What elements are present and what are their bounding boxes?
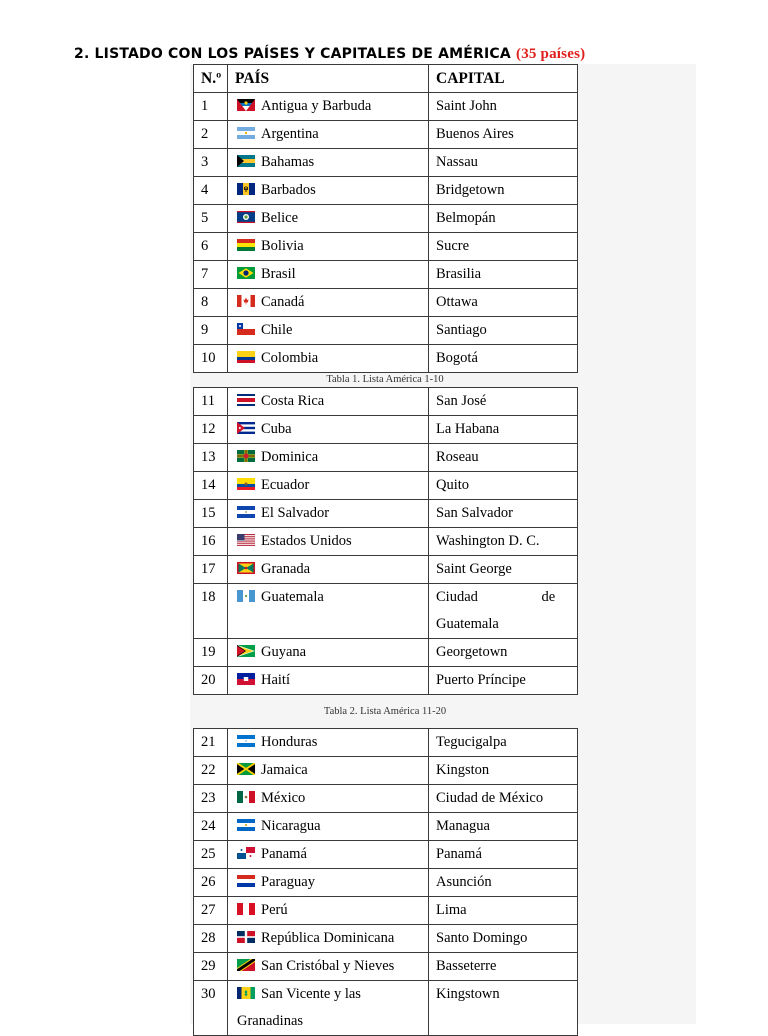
- capital-cell: Washington D. C.: [429, 528, 578, 556]
- heading-text: 2. LISTADO CON LOS PAÍSES Y CAPITALES DE AMÉRICA: [74, 46, 511, 62]
- row-number: 11: [194, 388, 228, 416]
- row-number: 28: [194, 925, 228, 953]
- country-cell: [228, 785, 429, 813]
- panama-flag-icon: [237, 847, 255, 859]
- capital-cell: Ciudad de México: [429, 785, 578, 813]
- row-number: 20: [194, 667, 228, 695]
- capital-cell: Kingstown: [429, 981, 578, 1036]
- capital-cell: Managua: [429, 813, 578, 841]
- capital-cell: Roseau: [429, 444, 578, 472]
- country-name: Barbados: [261, 182, 316, 198]
- row-number: 13: [194, 444, 228, 472]
- argentina-flag-icon: [237, 127, 255, 139]
- table-row: [194, 897, 578, 925]
- table-body: [194, 729, 578, 1036]
- row-number: 7: [194, 261, 228, 289]
- row-number: 4: [194, 177, 228, 205]
- country-name: Estados Unidos: [261, 533, 352, 549]
- cuba-flag-icon: [237, 422, 255, 434]
- capital-cell: La Habana: [429, 416, 578, 444]
- country-name: El Salvador: [261, 505, 330, 521]
- capital-cell: Georgetown: [429, 639, 578, 667]
- country-cell: [228, 757, 429, 785]
- country-cell: [228, 528, 429, 556]
- capital-cell: Asunción: [429, 869, 578, 897]
- country-name: Argentina: [261, 126, 319, 142]
- capital-cell: Buenos Aires: [429, 121, 578, 149]
- usa-flag-icon: [237, 534, 255, 546]
- row-number: 8: [194, 289, 228, 317]
- capital-cell: Kingston: [429, 757, 578, 785]
- country-name: Panamá: [261, 846, 307, 862]
- capital-cell: Santo Domingo: [429, 925, 578, 953]
- capital-cell: Puerto Príncipe: [429, 667, 578, 695]
- ecuador-flag-icon: [237, 478, 255, 490]
- country-name: Jamaica: [261, 762, 308, 778]
- country-name: Perú: [261, 902, 288, 918]
- country-cell: [228, 813, 429, 841]
- country-cell: [228, 841, 429, 869]
- row-number: 14: [194, 472, 228, 500]
- country-cell: [228, 729, 429, 757]
- row-number: 18: [194, 584, 228, 639]
- row-number: 16: [194, 528, 228, 556]
- bahamas-flag-icon: [237, 155, 255, 167]
- jamaica-flag-icon: [237, 763, 255, 775]
- country-name: Bahamas: [261, 154, 315, 170]
- table-row: [194, 444, 578, 472]
- table-row: [194, 388, 578, 416]
- country-cell: [228, 388, 429, 416]
- country-name: Guatemala: [261, 589, 324, 605]
- row-number: 1: [194, 93, 228, 121]
- table-america-1-10: [193, 64, 578, 373]
- country-name: San Vicente y las Granadinas: [237, 986, 361, 1029]
- country-name: Canadá: [261, 294, 305, 310]
- brazil-flag-icon: [237, 267, 255, 279]
- table-row: [194, 556, 578, 584]
- header-country: PAÍS: [228, 65, 429, 93]
- row-number: 3: [194, 149, 228, 177]
- guatemala-flag-icon: [237, 590, 255, 602]
- table-row: [194, 757, 578, 785]
- row-number: 25: [194, 841, 228, 869]
- capital-cell: Belmopán: [429, 205, 578, 233]
- country-cell: [228, 897, 429, 925]
- country-cell: [228, 289, 429, 317]
- capital-cell: Santiago: [429, 317, 578, 345]
- country-name: Paraguay: [261, 874, 315, 890]
- capital-cell: Nassau: [429, 149, 578, 177]
- table-row: [194, 233, 578, 261]
- table-caption-1: Tabla 1. Lista América 1-10: [326, 374, 444, 385]
- row-number: 24: [194, 813, 228, 841]
- row-number: 6: [194, 233, 228, 261]
- country-name: Nicaragua: [261, 818, 321, 834]
- capital-cell: Brasilia: [429, 261, 578, 289]
- table-row: [194, 841, 578, 869]
- row-number: 23: [194, 785, 228, 813]
- peru-flag-icon: [237, 903, 255, 915]
- country-cell: [228, 981, 429, 1036]
- honduras-flag-icon: [237, 735, 255, 747]
- capital-cell: Quito: [429, 472, 578, 500]
- table-row: [194, 317, 578, 345]
- row-number: 5: [194, 205, 228, 233]
- table-row: [194, 528, 578, 556]
- paraguay-flag-icon: [237, 875, 255, 887]
- country-count: (35 países): [516, 46, 586, 62]
- country-name: Antigua y Barbuda: [261, 98, 372, 114]
- country-cell: [228, 667, 429, 695]
- country-cell: [228, 500, 429, 528]
- table-row: [194, 149, 578, 177]
- row-number: 15: [194, 500, 228, 528]
- belize-flag-icon: [237, 211, 255, 223]
- row-number: 29: [194, 953, 228, 981]
- dominican-republic-flag-icon: [237, 931, 255, 943]
- mexico-flag-icon: [237, 791, 255, 803]
- table-header-row: [194, 65, 578, 93]
- colombia-flag-icon: [237, 351, 255, 363]
- country-cell: [228, 472, 429, 500]
- nicaragua-flag-icon: [237, 819, 255, 831]
- canada-flag-icon: [237, 295, 255, 307]
- capital-cell: Saint John: [429, 93, 578, 121]
- country-name: Costa Rica: [261, 393, 325, 409]
- dominica-flag-icon: [237, 450, 255, 462]
- table-body: [194, 93, 578, 373]
- country-name: San Cristóbal y Nieves: [261, 958, 395, 974]
- country-name: Brasil: [261, 266, 296, 282]
- country-cell: [228, 639, 429, 667]
- table-america-11-20: [193, 387, 578, 695]
- capital-cell: San Salvador: [429, 500, 578, 528]
- guyana-flag-icon: [237, 645, 255, 657]
- row-number: 19: [194, 639, 228, 667]
- row-number: 12: [194, 416, 228, 444]
- table-row: [194, 472, 578, 500]
- bolivia-flag-icon: [237, 239, 255, 251]
- table-row: [194, 925, 578, 953]
- capital-cell: Ottawa: [429, 289, 578, 317]
- table-row: [194, 261, 578, 289]
- chile-flag-icon: [237, 323, 255, 335]
- capital-cell: Tegucigalpa: [429, 729, 578, 757]
- country-name: Cuba: [261, 421, 292, 437]
- table-row: [194, 729, 578, 757]
- el-salvador-flag-icon: [237, 506, 255, 518]
- country-cell: [228, 869, 429, 897]
- row-number: 27: [194, 897, 228, 925]
- table-row: [194, 639, 578, 667]
- country-cell: [228, 93, 429, 121]
- country-cell: [228, 177, 429, 205]
- country-name: Chile: [261, 322, 293, 338]
- country-name: Guyana: [261, 644, 307, 660]
- table-row: [194, 584, 578, 639]
- country-cell: [228, 556, 429, 584]
- haiti-flag-icon: [237, 673, 255, 685]
- table-row: [194, 345, 578, 373]
- country-name: Colombia: [261, 350, 319, 366]
- country-name: Haití: [261, 672, 290, 688]
- country-cell: [228, 925, 429, 953]
- row-number: 30: [194, 981, 228, 1036]
- header-number: N.º: [194, 65, 228, 93]
- saint-kitts-flag-icon: [237, 959, 255, 971]
- row-number: 21: [194, 729, 228, 757]
- country-name: Granada: [261, 561, 311, 577]
- table-row: [194, 869, 578, 897]
- costa-rica-flag-icon: [237, 394, 255, 406]
- row-number: 22: [194, 757, 228, 785]
- table-row: [194, 785, 578, 813]
- table-row: [194, 953, 578, 981]
- capital-cell: Basseterre: [429, 953, 578, 981]
- country-cell: [228, 121, 429, 149]
- row-number: 26: [194, 869, 228, 897]
- country-cell: [228, 345, 429, 373]
- row-number: 17: [194, 556, 228, 584]
- country-name: Ecuador: [261, 477, 310, 493]
- country-cell: [228, 233, 429, 261]
- antigua-flag-icon: [237, 99, 255, 111]
- country-name: Bolivia: [261, 238, 304, 254]
- section-heading: [74, 44, 585, 64]
- row-number: 10: [194, 345, 228, 373]
- country-cell: [228, 416, 429, 444]
- header-capital: CAPITAL: [429, 65, 578, 93]
- country-cell: [228, 953, 429, 981]
- country-name: México: [261, 790, 306, 806]
- table-row: [194, 205, 578, 233]
- capital-cell: Lima: [429, 897, 578, 925]
- country-name: Honduras: [261, 734, 318, 750]
- capital-cell: Sucre: [429, 233, 578, 261]
- capital-cell: Bogotá: [429, 345, 578, 373]
- country-cell: [228, 149, 429, 177]
- country-cell: [228, 317, 429, 345]
- table-caption-2: Tabla 2. Lista América 11-20: [323, 706, 447, 717]
- grenada-flag-icon: [237, 562, 255, 574]
- barbados-flag-icon: [237, 183, 255, 195]
- row-number: 2: [194, 121, 228, 149]
- table-body: [194, 388, 578, 695]
- table-row: [194, 500, 578, 528]
- row-number: 9: [194, 317, 228, 345]
- country-name: Dominica: [261, 449, 319, 465]
- table-row: [194, 93, 578, 121]
- country-name: Belice: [261, 210, 299, 226]
- table-america-21-30: [193, 728, 578, 1036]
- saint-vincent-flag-icon: [237, 987, 255, 999]
- capital-cell: Ciudad de Guatemala: [429, 584, 578, 639]
- country-cell: [228, 584, 429, 639]
- country-cell: [228, 205, 429, 233]
- table-row: [194, 667, 578, 695]
- table-row: [194, 177, 578, 205]
- capital-cell: San José: [429, 388, 578, 416]
- table-row: [194, 981, 578, 1036]
- table-row: [194, 813, 578, 841]
- country-cell: [228, 261, 429, 289]
- table-row: [194, 121, 578, 149]
- capital-cell: Saint George: [429, 556, 578, 584]
- country-cell: [228, 444, 429, 472]
- country-name: República Dominicana: [261, 930, 395, 946]
- table-row: [194, 416, 578, 444]
- capital-cell: Panamá: [429, 841, 578, 869]
- table-row: [194, 289, 578, 317]
- capital-cell: Bridgetown: [429, 177, 578, 205]
